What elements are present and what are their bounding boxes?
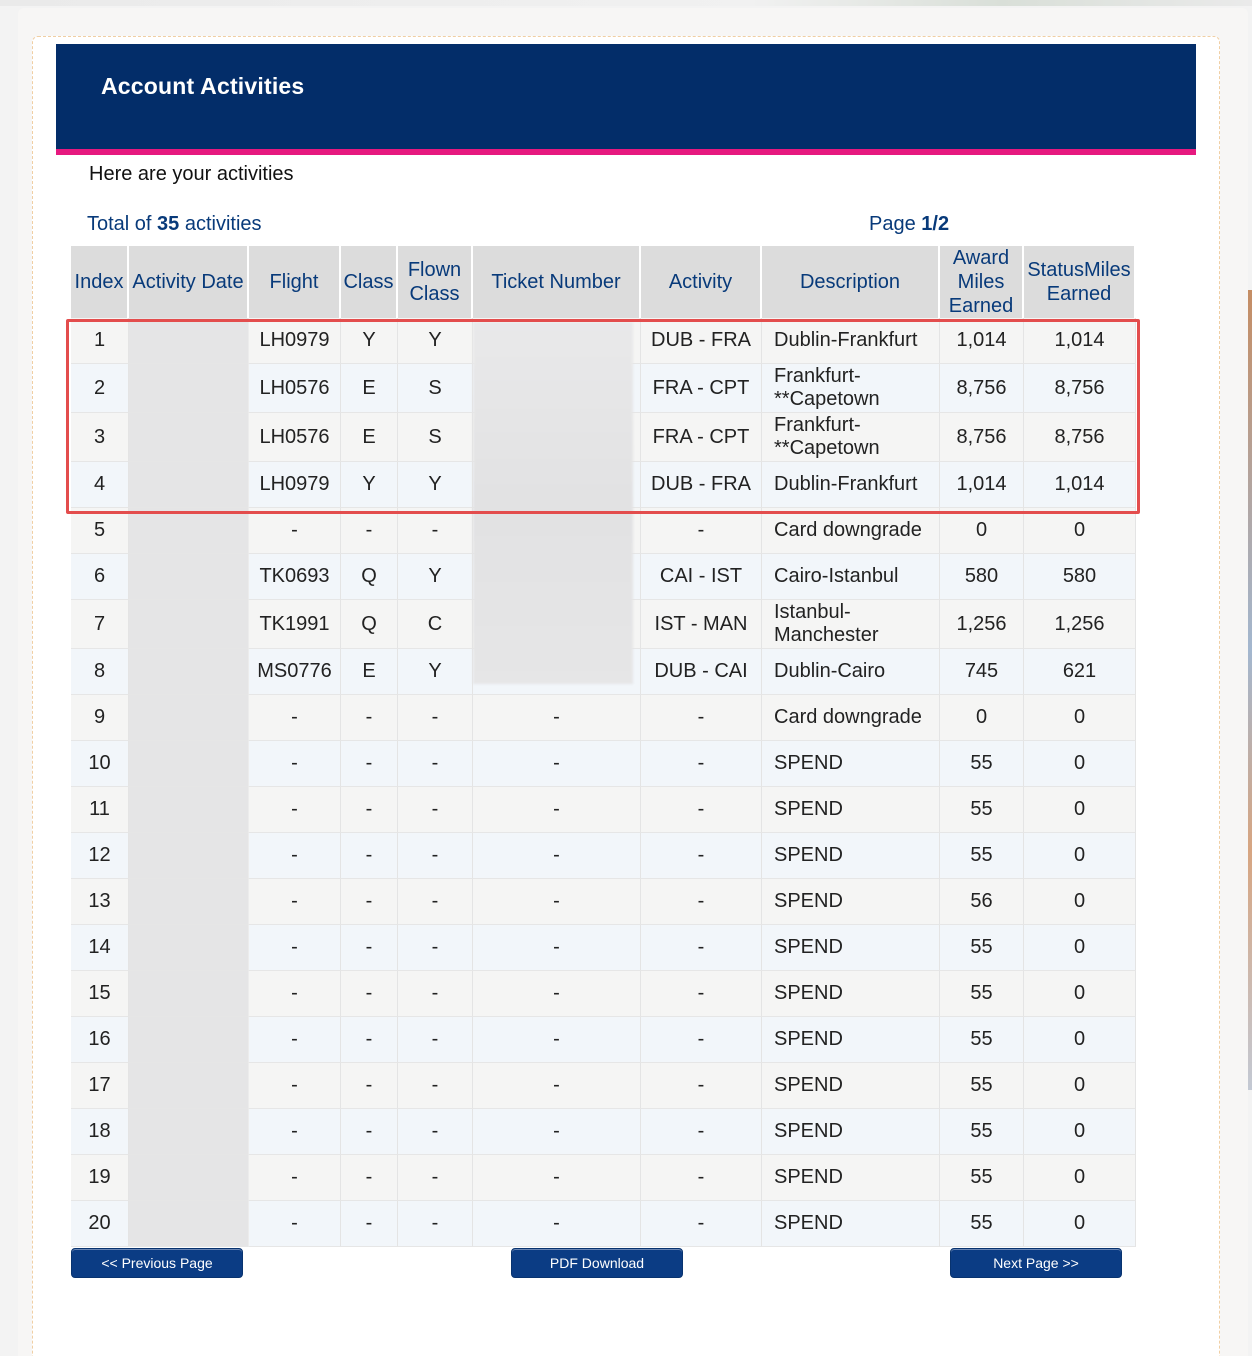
cell-flown: - (398, 971, 473, 1017)
cell-award: 8,756 (940, 413, 1024, 462)
cell-description: Dublin-Cairo (762, 649, 940, 695)
next-page-button[interactable]: Next Page >> (950, 1248, 1122, 1278)
cell-description: Dublin-Frankfurt (762, 462, 940, 508)
cell-award: 56 (940, 879, 1024, 925)
cell-index: 16 (71, 1017, 129, 1063)
cell-activity: IST - MAN (641, 600, 762, 649)
table-row (71, 971, 1136, 1017)
cell-activity: - (641, 508, 762, 554)
cell-activity: - (641, 879, 762, 925)
cell-award: 1,014 (940, 318, 1024, 364)
cell-status: 0 (1024, 1201, 1136, 1247)
page-title: Account Activities (101, 73, 305, 99)
cell-flight: - (249, 1109, 341, 1155)
cell-flown: Y (398, 462, 473, 508)
page-value: 1/2 (921, 213, 950, 235)
cell-award: 55 (940, 1063, 1024, 1109)
cell-ticket: - (473, 1201, 641, 1247)
redacted-date-cell (129, 1109, 249, 1155)
cell-flight: - (249, 695, 341, 741)
cell-class: E (341, 413, 398, 462)
redacted-date-cell (129, 833, 249, 879)
cell-ticket: - (473, 971, 641, 1017)
redacted-date-cell (129, 1017, 249, 1063)
cell-activity: - (641, 1017, 762, 1063)
cell-index: 9 (71, 695, 129, 741)
table-row (71, 833, 1136, 879)
cell-status: 0 (1024, 879, 1136, 925)
redacted-date-cell (129, 741, 249, 787)
redacted-date-cell (129, 1201, 249, 1247)
cell-activity: DUB - FRA (641, 318, 762, 364)
cell-flight: - (249, 971, 341, 1017)
cell-status: 8,756 (1024, 364, 1136, 413)
cell-activity: - (641, 1063, 762, 1109)
table-row (71, 741, 1136, 787)
redacted-date-cell (129, 695, 249, 741)
redacted-date-cell (129, 1063, 249, 1109)
cell-ticket: - (473, 695, 641, 741)
column-header[interactable]: Flown Class (398, 246, 473, 318)
redacted-date-cell (129, 649, 249, 695)
redacted-date-cell (129, 508, 249, 554)
cell-class: - (341, 787, 398, 833)
cell-award: 580 (940, 554, 1024, 600)
cell-class: Q (341, 554, 398, 600)
cell-award: 55 (940, 925, 1024, 971)
total-prefix: Total of (87, 213, 152, 235)
cell-description: SPEND (762, 787, 940, 833)
cell-flown: - (398, 1201, 473, 1247)
redacted-date-cell (129, 925, 249, 971)
cell-award: 0 (940, 508, 1024, 554)
cell-class: E (341, 649, 398, 695)
cell-ticket: - (473, 787, 641, 833)
column-header[interactable]: Ticket Number (473, 246, 641, 318)
cell-class: E (341, 364, 398, 413)
cell-flight: - (249, 1201, 341, 1247)
cell-status: 0 (1024, 741, 1136, 787)
cell-flight: LH0979 (249, 318, 341, 364)
column-header[interactable]: Award Miles Earned (940, 246, 1024, 318)
cell-flight: - (249, 508, 341, 554)
cell-activity: DUB - FRA (641, 462, 762, 508)
redacted-date-cell (129, 554, 249, 600)
cell-award: 55 (940, 1109, 1024, 1155)
cell-class: - (341, 833, 398, 879)
cell-activity: CAI - IST (641, 554, 762, 600)
cell-flight: - (249, 1155, 341, 1201)
cell-class: - (341, 1063, 398, 1109)
cell-index: 6 (71, 554, 129, 600)
column-header[interactable]: Activity (641, 246, 762, 318)
table-row (71, 695, 1136, 741)
cell-ticket: - (473, 925, 641, 971)
cell-description: Istanbul- Manchester (762, 600, 940, 649)
activities-table-wrap (71, 246, 1136, 1247)
cell-class: - (341, 1017, 398, 1063)
cell-index: 10 (71, 741, 129, 787)
cell-description: SPEND (762, 1063, 940, 1109)
cell-flown: - (398, 741, 473, 787)
cell-award: 745 (940, 649, 1024, 695)
cell-flight: LH0979 (249, 462, 341, 508)
page-header (56, 44, 1196, 155)
cell-index: 11 (71, 787, 129, 833)
cell-status: 1,014 (1024, 318, 1136, 364)
cell-ticket: - (473, 1017, 641, 1063)
redacted-date-cell (129, 879, 249, 925)
cell-class: - (341, 1155, 398, 1201)
cell-flight: LH0576 (249, 364, 341, 413)
cell-description: SPEND (762, 1017, 940, 1063)
redacted-date-cell (129, 364, 249, 413)
table-row (71, 1201, 1136, 1247)
cell-status: 0 (1024, 1155, 1136, 1201)
cell-class: Y (341, 318, 398, 364)
cell-status: 0 (1024, 925, 1136, 971)
table-row (71, 1109, 1136, 1155)
cell-activity: - (641, 1155, 762, 1201)
redacted-date-cell (129, 600, 249, 649)
cell-status: 0 (1024, 1017, 1136, 1063)
table-header-row (71, 246, 1136, 318)
cell-activity: - (641, 1201, 762, 1247)
cell-flown: Y (398, 649, 473, 695)
cell-description: SPEND (762, 741, 940, 787)
cell-index: 5 (71, 508, 129, 554)
column-header[interactable]: Description (762, 246, 940, 318)
cell-index: 4 (71, 462, 129, 508)
cell-activity: FRA - CPT (641, 364, 762, 413)
table-row (71, 1017, 1136, 1063)
table-row (71, 1155, 1136, 1201)
cell-class: Y (341, 462, 398, 508)
cell-activity: DUB - CAI (641, 649, 762, 695)
cell-flown: - (398, 787, 473, 833)
cell-ticket: - (473, 879, 641, 925)
cell-description: SPEND (762, 925, 940, 971)
cell-activity: - (641, 971, 762, 1017)
cell-flight: MS0776 (249, 649, 341, 695)
cell-description: SPEND (762, 1155, 940, 1201)
cell-status: 1,256 (1024, 600, 1136, 649)
cell-flight: - (249, 833, 341, 879)
cell-activity: - (641, 833, 762, 879)
cell-award: 0 (940, 695, 1024, 741)
cell-award: 55 (940, 1017, 1024, 1063)
cell-flown: - (398, 879, 473, 925)
cell-flight: - (249, 741, 341, 787)
redacted-date-cell (129, 318, 249, 364)
cell-description: Frankfurt- **Capetown (762, 413, 940, 462)
cell-status: 0 (1024, 971, 1136, 1017)
redacted-date-cell (129, 787, 249, 833)
intro-text: Here are your activities (89, 163, 294, 185)
cell-flight: - (249, 787, 341, 833)
cell-award: 55 (940, 787, 1024, 833)
cell-description: Card downgrade (762, 695, 940, 741)
cell-ticket: - (473, 1155, 641, 1201)
cell-class: - (341, 741, 398, 787)
cell-award: 55 (940, 741, 1024, 787)
cell-index: 12 (71, 833, 129, 879)
page-indicator (869, 213, 949, 236)
column-header[interactable]: Flight (249, 246, 341, 318)
column-header[interactable]: Activity Date (129, 246, 249, 318)
cell-description: SPEND (762, 833, 940, 879)
cell-status: 0 (1024, 833, 1136, 879)
cell-class: - (341, 508, 398, 554)
column-header[interactable]: StatusMiles Earned (1024, 246, 1136, 318)
redacted-date-cell (129, 413, 249, 462)
cell-ticket: - (473, 1109, 641, 1155)
cell-flown: - (398, 1155, 473, 1201)
cell-flown: - (398, 925, 473, 971)
cell-description: Card downgrade (762, 508, 940, 554)
cell-status: 0 (1024, 695, 1136, 741)
table-row (71, 1063, 1136, 1109)
cell-class: - (341, 925, 398, 971)
cell-index: 20 (71, 1201, 129, 1247)
cell-description: Dublin-Frankfurt (762, 318, 940, 364)
cell-status: 0 (1024, 1063, 1136, 1109)
cell-description: Cairo-Istanbul (762, 554, 940, 600)
cell-ticket: - (473, 833, 641, 879)
cell-index: 15 (71, 971, 129, 1017)
column-header[interactable]: Class (341, 246, 398, 318)
cell-class: Q (341, 600, 398, 649)
cell-flown: - (398, 833, 473, 879)
cell-activity: - (641, 925, 762, 971)
cell-class: - (341, 1201, 398, 1247)
previous-page-button[interactable]: << Previous Page (71, 1248, 243, 1278)
cell-status: 8,756 (1024, 413, 1136, 462)
cell-activity: - (641, 695, 762, 741)
cell-activity: FRA - CPT (641, 413, 762, 462)
cell-class: - (341, 1109, 398, 1155)
cell-flight: LH0576 (249, 413, 341, 462)
cell-ticket: - (473, 1063, 641, 1109)
cell-award: 55 (940, 971, 1024, 1017)
cell-flight: - (249, 925, 341, 971)
cell-flown: - (398, 695, 473, 741)
cell-award: 8,756 (940, 364, 1024, 413)
cell-status: 1,014 (1024, 462, 1136, 508)
cell-class: - (341, 879, 398, 925)
cell-flown: C (398, 600, 473, 649)
cell-flown: S (398, 413, 473, 462)
cell-index: 13 (71, 879, 129, 925)
cell-flown: S (398, 364, 473, 413)
cell-activity: - (641, 741, 762, 787)
cell-activity: - (641, 1109, 762, 1155)
cell-index: 2 (71, 364, 129, 413)
cell-index: 1 (71, 318, 129, 364)
cell-award: 55 (940, 833, 1024, 879)
cell-activity: - (641, 787, 762, 833)
cell-description: SPEND (762, 1109, 940, 1155)
total-count: 35 (157, 213, 180, 235)
cell-award: 55 (940, 1155, 1024, 1201)
total-activities (87, 213, 262, 236)
cell-status: 621 (1024, 649, 1136, 695)
cell-flown: Y (398, 554, 473, 600)
redacted-date-cell (129, 1155, 249, 1201)
cell-class: - (341, 695, 398, 741)
table-row (71, 787, 1136, 833)
cell-description: Frankfurt- **Capetown (762, 364, 940, 413)
page-prefix: Page (869, 213, 916, 235)
cell-index: 14 (71, 925, 129, 971)
cell-status: 580 (1024, 554, 1136, 600)
browser-top-strip (0, 0, 1252, 6)
cell-award: 1,014 (940, 462, 1024, 508)
cell-flight: - (249, 879, 341, 925)
cell-flown: - (398, 508, 473, 554)
cell-index: 17 (71, 1063, 129, 1109)
cell-description: SPEND (762, 879, 940, 925)
cell-flown: - (398, 1109, 473, 1155)
table-row (71, 925, 1136, 971)
pdf-download-button[interactable]: PDF Download (511, 1248, 683, 1278)
cell-index: 19 (71, 1155, 129, 1201)
cell-ticket: - (473, 741, 641, 787)
cell-index: 8 (71, 649, 129, 695)
cell-flown: Y (398, 318, 473, 364)
cell-award: 1,256 (940, 600, 1024, 649)
column-header[interactable]: Index (71, 246, 129, 318)
cell-flown: - (398, 1017, 473, 1063)
cell-description: SPEND (762, 1201, 940, 1247)
cell-status: 0 (1024, 508, 1136, 554)
cell-description: SPEND (762, 971, 940, 1017)
cell-class: - (341, 971, 398, 1017)
table-row (71, 879, 1136, 925)
total-suffix: activities (184, 213, 262, 235)
redacted-date-cell (129, 462, 249, 508)
cell-flight: TK1991 (249, 600, 341, 649)
cell-flight: TK0693 (249, 554, 341, 600)
redacted-ticket-numbers (473, 322, 633, 684)
cell-index: 18 (71, 1109, 129, 1155)
cell-index: 7 (71, 600, 129, 649)
redacted-date-cell (129, 971, 249, 1017)
cell-status: 0 (1024, 1109, 1136, 1155)
cell-index: 3 (71, 413, 129, 462)
cell-status: 0 (1024, 787, 1136, 833)
cell-award: 55 (940, 1201, 1024, 1247)
cell-flown: - (398, 1063, 473, 1109)
cell-flight: - (249, 1063, 341, 1109)
cell-flight: - (249, 1017, 341, 1063)
